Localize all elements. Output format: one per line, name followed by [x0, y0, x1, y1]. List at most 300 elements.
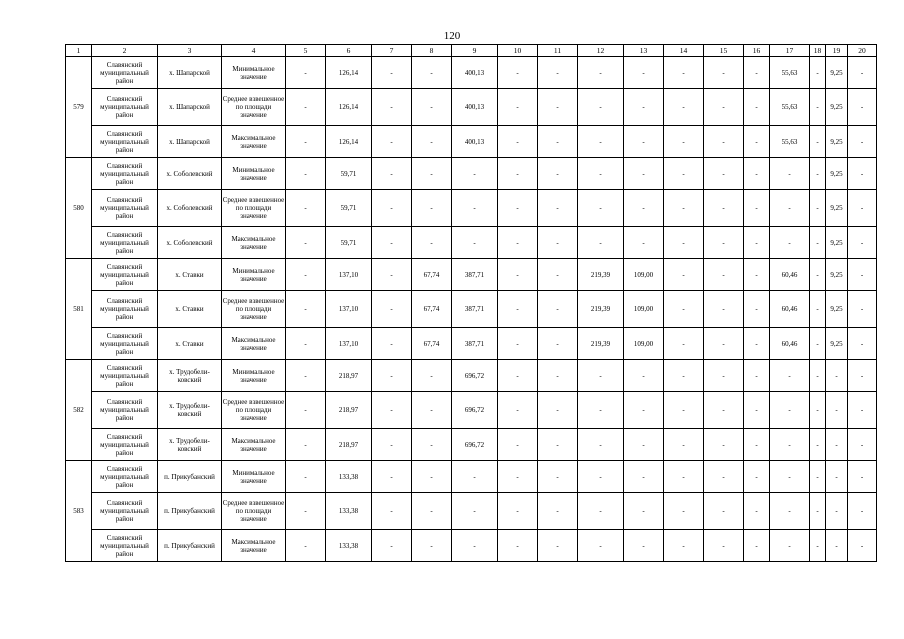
- table-cell: -: [704, 227, 744, 259]
- column-header: 9: [452, 45, 498, 57]
- table-cell: 133,38: [326, 493, 372, 530]
- table-cell: 218,97: [326, 392, 372, 429]
- table-cell: -: [412, 392, 452, 429]
- table-cell: п. Прикубанский: [158, 493, 222, 530]
- table-cell: -: [664, 328, 704, 360]
- table-cell: -: [286, 291, 326, 328]
- table-cell: -: [704, 126, 744, 158]
- table-cell: Максимальное значение: [222, 126, 286, 158]
- table-cell: 696,72: [452, 360, 498, 392]
- table-cell: -: [498, 328, 538, 360]
- table-cell: -: [624, 429, 664, 461]
- table-cell: х. Ставки: [158, 291, 222, 328]
- table-cell: -: [538, 158, 578, 190]
- table-cell: -: [704, 89, 744, 126]
- table-cell: Славянский муниципальный район: [92, 493, 158, 530]
- table-cell: -: [624, 57, 664, 89]
- table-cell: 67,74: [412, 328, 452, 360]
- table-cell: 9,25: [826, 227, 848, 259]
- table-cell: -: [810, 291, 826, 328]
- table-cell: 109,00: [624, 259, 664, 291]
- table-cell: -: [286, 360, 326, 392]
- table-cell: 137,10: [326, 259, 372, 291]
- table-cell: -: [498, 291, 538, 328]
- table-cell: -: [770, 392, 810, 429]
- column-header: 4: [222, 45, 286, 57]
- table-cell: -: [744, 392, 770, 429]
- table-cell: -: [704, 429, 744, 461]
- table-cell: Минимальное значение: [222, 259, 286, 291]
- column-header: 3: [158, 45, 222, 57]
- table-cell: -: [744, 57, 770, 89]
- table-cell: -: [704, 190, 744, 227]
- table-cell: -: [538, 190, 578, 227]
- table-cell: 696,72: [452, 392, 498, 429]
- table-cell: х. Шапарской: [158, 89, 222, 126]
- table-cell: -: [664, 158, 704, 190]
- row-number-cell: 580: [66, 158, 92, 259]
- table-cell: 9,25: [826, 126, 848, 158]
- column-header: 5: [286, 45, 326, 57]
- table-cell: -: [372, 291, 412, 328]
- table-cell: Среднее взвешенное по площади значение: [222, 89, 286, 126]
- table-cell: Среднее взвешенное по площади значение: [222, 392, 286, 429]
- table-cell: -: [372, 530, 412, 562]
- table-row: [66, 328, 877, 360]
- table-cell: -: [744, 461, 770, 493]
- table-cell: 696,72: [452, 429, 498, 461]
- table-cell: 60,46: [770, 259, 810, 291]
- table-cell: 55,63: [770, 126, 810, 158]
- table-cell: 109,00: [624, 328, 664, 360]
- table-cell: -: [452, 158, 498, 190]
- table-cell: -: [498, 158, 538, 190]
- table-cell: -: [744, 328, 770, 360]
- table-cell: -: [664, 190, 704, 227]
- table-cell: -: [412, 530, 452, 562]
- table-cell: -: [412, 227, 452, 259]
- table-cell: -: [704, 328, 744, 360]
- table-cell: -: [538, 328, 578, 360]
- page-number: 120: [443, 30, 461, 42]
- table-cell: -: [744, 493, 770, 530]
- table-row: [66, 227, 877, 259]
- table-cell: х. Соболевский: [158, 158, 222, 190]
- table-cell: -: [664, 360, 704, 392]
- table-cell: 60,46: [770, 291, 810, 328]
- table-cell: -: [744, 190, 770, 227]
- table-cell: 137,10: [326, 291, 372, 328]
- table-cell: -: [848, 461, 877, 493]
- table-cell: -: [848, 328, 877, 360]
- table-cell: -: [744, 429, 770, 461]
- table-cell: Славянский муниципальный район: [92, 190, 158, 227]
- table-cell: -: [624, 190, 664, 227]
- table-cell: -: [810, 429, 826, 461]
- table-row: [66, 190, 877, 227]
- table-row: [66, 429, 877, 461]
- table-cell: -: [538, 57, 578, 89]
- table-cell: -: [810, 227, 826, 259]
- table-cell: -: [286, 530, 326, 562]
- table-cell: 133,38: [326, 461, 372, 493]
- table-cell: -: [744, 158, 770, 190]
- table-cell: Максимальное значение: [222, 429, 286, 461]
- column-header: 19: [826, 45, 848, 57]
- table-cell: -: [412, 158, 452, 190]
- data-table: [65, 44, 877, 562]
- table-cell: 59,71: [326, 227, 372, 259]
- column-header: 1: [66, 45, 92, 57]
- table-cell: -: [664, 57, 704, 89]
- table-cell: -: [848, 158, 877, 190]
- table-cell: -: [498, 190, 538, 227]
- table-cell: х. Трудобели-ковский: [158, 429, 222, 461]
- table-cell: х. Соболевский: [158, 190, 222, 227]
- table-cell: -: [538, 126, 578, 158]
- table-cell: -: [578, 227, 624, 259]
- table-cell: -: [412, 429, 452, 461]
- table-cell: -: [704, 530, 744, 562]
- table-cell: -: [848, 190, 877, 227]
- table-cell: -: [538, 429, 578, 461]
- table-cell: -: [498, 461, 538, 493]
- table-row: [66, 291, 877, 328]
- table-cell: -: [744, 291, 770, 328]
- table-cell: -: [286, 392, 326, 429]
- table-cell: Среднее взвешенное по площади значение: [222, 291, 286, 328]
- table-row: [66, 259, 877, 291]
- table-cell: 400,13: [452, 57, 498, 89]
- table-cell: 67,74: [412, 259, 452, 291]
- table-cell: -: [810, 461, 826, 493]
- table-cell: -: [810, 158, 826, 190]
- table-cell: Славянский муниципальный район: [92, 227, 158, 259]
- table-cell: 219,39: [578, 328, 624, 360]
- table-cell: -: [664, 392, 704, 429]
- table-cell: -: [848, 360, 877, 392]
- table-cell: -: [286, 259, 326, 291]
- table-cell: -: [826, 360, 848, 392]
- table-cell: 55,63: [770, 57, 810, 89]
- table-cell: -: [624, 530, 664, 562]
- table-cell: -: [810, 328, 826, 360]
- table-cell: -: [704, 392, 744, 429]
- table-cell: -: [664, 493, 704, 530]
- table-cell: -: [664, 429, 704, 461]
- table-cell: -: [848, 89, 877, 126]
- table-cell: -: [624, 392, 664, 429]
- table-cell: х. Шапарской: [158, 57, 222, 89]
- table-row: [66, 126, 877, 158]
- table-cell: -: [848, 392, 877, 429]
- table-cell: х. Соболевский: [158, 227, 222, 259]
- table-cell: -: [412, 57, 452, 89]
- column-header: 2: [92, 45, 158, 57]
- table-cell: Славянский муниципальный район: [92, 259, 158, 291]
- table-cell: -: [538, 493, 578, 530]
- table-cell: 387,71: [452, 259, 498, 291]
- table-cell: 9,25: [826, 89, 848, 126]
- table-cell: -: [810, 360, 826, 392]
- column-header: 20: [848, 45, 877, 57]
- table-cell: -: [538, 360, 578, 392]
- table-cell: Среднее взвешенное по площади значение: [222, 190, 286, 227]
- table-cell: -: [286, 158, 326, 190]
- table-cell: -: [578, 461, 624, 493]
- table-cell: -: [848, 291, 877, 328]
- table-cell: 126,14: [326, 126, 372, 158]
- row-number-cell: 579: [66, 57, 92, 158]
- table-cell: Славянский муниципальный район: [92, 328, 158, 360]
- table-row: [66, 392, 877, 429]
- table-cell: -: [810, 57, 826, 89]
- table-cell: -: [372, 89, 412, 126]
- table-cell: -: [372, 158, 412, 190]
- table-cell: Славянский муниципальный район: [92, 392, 158, 429]
- table-row: [66, 158, 877, 190]
- table-cell: -: [578, 89, 624, 126]
- table-cell: Славянский муниципальный район: [92, 158, 158, 190]
- table-cell: -: [624, 227, 664, 259]
- table-cell: 9,25: [826, 259, 848, 291]
- table-cell: -: [578, 360, 624, 392]
- table-cell: -: [770, 190, 810, 227]
- table-cell: -: [372, 190, 412, 227]
- table-cell: -: [412, 360, 452, 392]
- table-row: [66, 461, 877, 493]
- table-cell: -: [452, 530, 498, 562]
- table-cell: -: [664, 227, 704, 259]
- table-cell: -: [770, 360, 810, 392]
- table-cell: Славянский муниципальный район: [92, 530, 158, 562]
- column-header: 15: [704, 45, 744, 57]
- column-header: 6: [326, 45, 372, 57]
- table-cell: -: [744, 89, 770, 126]
- column-header: 10: [498, 45, 538, 57]
- table-cell: -: [286, 190, 326, 227]
- table-cell: -: [498, 227, 538, 259]
- table-cell: -: [452, 493, 498, 530]
- table-cell: -: [286, 429, 326, 461]
- table-cell: -: [848, 493, 877, 530]
- table-cell: -: [286, 328, 326, 360]
- table-cell: -: [744, 227, 770, 259]
- table-cell: -: [498, 126, 538, 158]
- table-cell: -: [412, 190, 452, 227]
- table-cell: -: [498, 259, 538, 291]
- table-cell: 387,71: [452, 291, 498, 328]
- table-cell: х. Шапарской: [158, 126, 222, 158]
- table-cell: 400,13: [452, 89, 498, 126]
- column-header: 18: [810, 45, 826, 57]
- table-cell: Минимальное значение: [222, 57, 286, 89]
- table-cell: Славянский муниципальный район: [92, 360, 158, 392]
- table-cell: -: [372, 360, 412, 392]
- table-cell: -: [372, 493, 412, 530]
- table-cell: 109,00: [624, 291, 664, 328]
- table-cell: -: [412, 461, 452, 493]
- table-cell: Славянский муниципальный район: [92, 461, 158, 493]
- table-cell: -: [848, 126, 877, 158]
- table-cell: -: [704, 461, 744, 493]
- table-cell: -: [664, 291, 704, 328]
- table-cell: -: [810, 126, 826, 158]
- table-cell: -: [744, 126, 770, 158]
- table-cell: -: [810, 190, 826, 227]
- table-row: [66, 493, 877, 530]
- table-cell: -: [826, 461, 848, 493]
- table-cell: -: [770, 227, 810, 259]
- table-cell: 9,25: [826, 190, 848, 227]
- table-cell: -: [498, 392, 538, 429]
- table-cell: Славянский муниципальный район: [92, 89, 158, 126]
- table-cell: -: [578, 530, 624, 562]
- table-cell: 219,39: [578, 259, 624, 291]
- table-cell: 59,71: [326, 190, 372, 227]
- table-cell: -: [578, 429, 624, 461]
- table-row: [66, 360, 877, 392]
- table-cell: 126,14: [326, 57, 372, 89]
- table-cell: -: [624, 493, 664, 530]
- table-cell: 387,71: [452, 328, 498, 360]
- table-cell: х. Ставки: [158, 328, 222, 360]
- table-cell: -: [372, 57, 412, 89]
- table-cell: 9,25: [826, 158, 848, 190]
- table-cell: -: [286, 126, 326, 158]
- table-cell: -: [538, 227, 578, 259]
- table-cell: -: [538, 392, 578, 429]
- table-cell: -: [372, 392, 412, 429]
- row-number-cell: 583: [66, 461, 92, 562]
- table-cell: Максимальное значение: [222, 227, 286, 259]
- table-cell: -: [498, 493, 538, 530]
- column-header: 8: [412, 45, 452, 57]
- table-cell: -: [664, 530, 704, 562]
- column-header: 7: [372, 45, 412, 57]
- table-cell: -: [704, 360, 744, 392]
- table-cell: -: [770, 429, 810, 461]
- table-cell: -: [810, 89, 826, 126]
- table-cell: Славянский муниципальный район: [92, 429, 158, 461]
- table-cell: -: [810, 530, 826, 562]
- table-cell: 219,39: [578, 291, 624, 328]
- column-header: 13: [624, 45, 664, 57]
- table-cell: -: [810, 259, 826, 291]
- table-cell: -: [704, 493, 744, 530]
- row-number-cell: 581: [66, 259, 92, 360]
- column-header: 12: [578, 45, 624, 57]
- table-cell: Славянский муниципальный район: [92, 291, 158, 328]
- table-cell: -: [848, 259, 877, 291]
- table-cell: -: [624, 126, 664, 158]
- table-cell: -: [704, 291, 744, 328]
- table-cell: -: [452, 461, 498, 493]
- table-cell: -: [848, 57, 877, 89]
- table-cell: 133,38: [326, 530, 372, 562]
- table-cell: -: [538, 89, 578, 126]
- table-cell: х. Ставки: [158, 259, 222, 291]
- table-cell: п. Прикубанский: [158, 530, 222, 562]
- table-cell: -: [372, 126, 412, 158]
- table-row: [66, 57, 877, 89]
- table-cell: -: [372, 461, 412, 493]
- header-row: [66, 45, 877, 57]
- table-cell: -: [286, 89, 326, 126]
- table-cell: -: [578, 57, 624, 89]
- table-cell: -: [578, 158, 624, 190]
- row-number-cell: 582: [66, 360, 92, 461]
- table-cell: Среднее взвешенное по площади значение: [222, 493, 286, 530]
- table-cell: -: [538, 259, 578, 291]
- table-cell: -: [770, 461, 810, 493]
- table-cell: -: [372, 259, 412, 291]
- table-cell: 67,74: [412, 291, 452, 328]
- table-cell: -: [286, 227, 326, 259]
- table-cell: -: [826, 493, 848, 530]
- table-cell: -: [578, 493, 624, 530]
- table-cell: -: [286, 493, 326, 530]
- table-cell: -: [286, 461, 326, 493]
- table-cell: -: [372, 429, 412, 461]
- table-cell: -: [664, 461, 704, 493]
- table-cell: -: [498, 57, 538, 89]
- table-cell: -: [538, 530, 578, 562]
- table-cell: -: [826, 429, 848, 461]
- table-cell: -: [412, 89, 452, 126]
- table-cell: -: [412, 493, 452, 530]
- table-cell: Славянский муниципальный район: [92, 57, 158, 89]
- table-cell: -: [810, 493, 826, 530]
- table-cell: х. Трудобели-ковский: [158, 392, 222, 429]
- table-cell: 55,63: [770, 89, 810, 126]
- table-cell: -: [744, 259, 770, 291]
- table-cell: -: [826, 530, 848, 562]
- table-cell: -: [578, 190, 624, 227]
- table-cell: Славянский муниципальный район: [92, 126, 158, 158]
- table-cell: -: [578, 392, 624, 429]
- table-cell: Минимальное значение: [222, 360, 286, 392]
- table-cell: 9,25: [826, 291, 848, 328]
- table-cell: -: [624, 158, 664, 190]
- table-cell: -: [826, 392, 848, 429]
- table-cell: Минимальное значение: [222, 158, 286, 190]
- table-cell: Максимальное значение: [222, 328, 286, 360]
- table-cell: 59,71: [326, 158, 372, 190]
- table-cell: Минимальное значение: [222, 461, 286, 493]
- table-cell: -: [664, 126, 704, 158]
- table-row: [66, 89, 877, 126]
- table-cell: 9,25: [826, 57, 848, 89]
- table-cell: -: [770, 493, 810, 530]
- table-cell: -: [704, 57, 744, 89]
- table-cell: -: [664, 89, 704, 126]
- table-cell: -: [498, 429, 538, 461]
- table-cell: -: [704, 158, 744, 190]
- table-cell: -: [412, 126, 452, 158]
- table-cell: -: [498, 360, 538, 392]
- table-cell: -: [624, 360, 664, 392]
- table-cell: -: [372, 227, 412, 259]
- table-cell: 137,10: [326, 328, 372, 360]
- table-cell: 60,46: [770, 328, 810, 360]
- column-header: 17: [770, 45, 810, 57]
- table-cell: 400,13: [452, 126, 498, 158]
- table-cell: -: [624, 89, 664, 126]
- table-cell: -: [624, 461, 664, 493]
- table-cell: -: [810, 392, 826, 429]
- table-cell: 126,14: [326, 89, 372, 126]
